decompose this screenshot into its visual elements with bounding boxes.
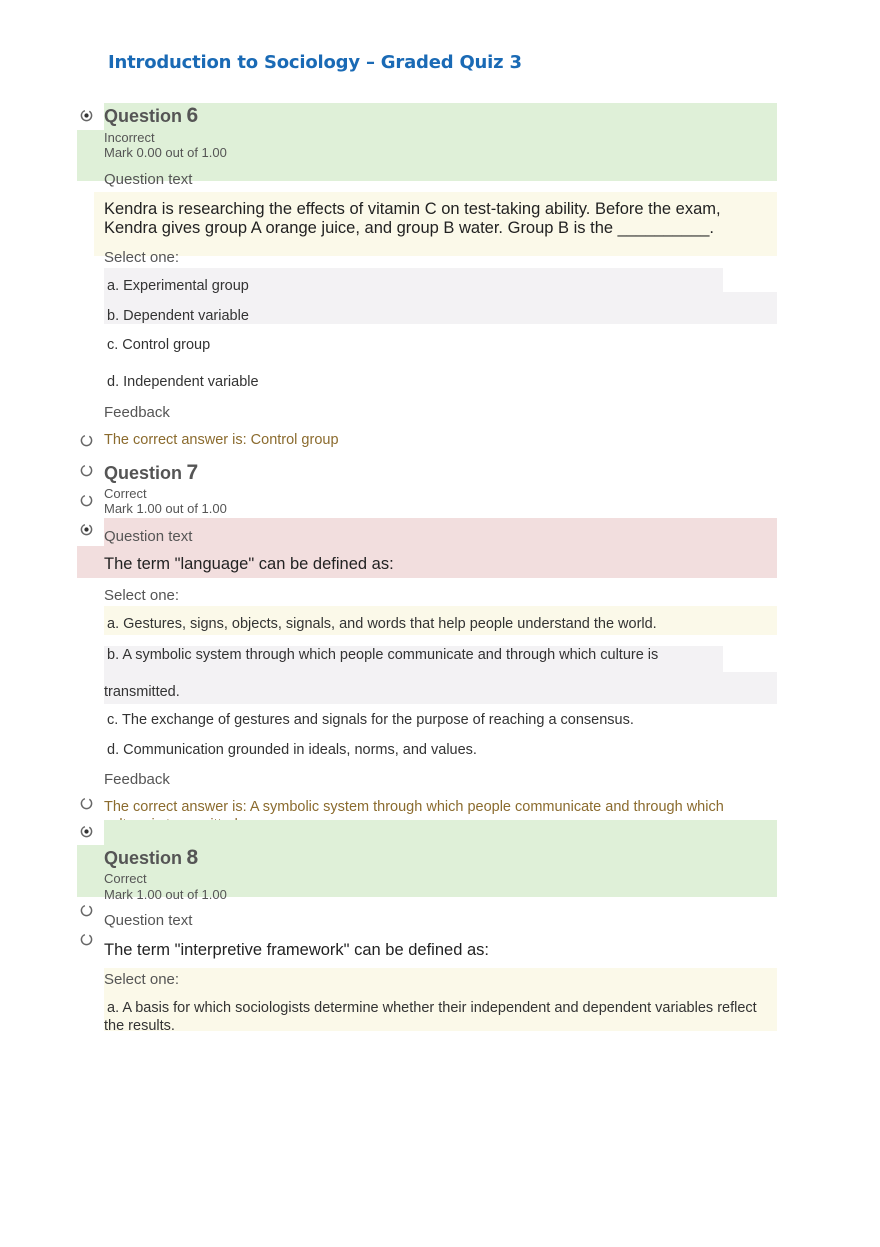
question-6-mark: Mark 0.00 out of 1.00 bbox=[104, 145, 227, 160]
radio-icon[interactable] bbox=[80, 464, 93, 477]
question-7-feedback: The correct answer is: A symbolic system through which people communicate and through which bbox=[104, 799, 724, 815]
radio-icon[interactable] bbox=[80, 434, 93, 447]
question-6-text: Kendra is researching the effects of vitamin C on test-taking ability. Before the exam, Kendra gives group A orange juice, and group B water. Group B is the __________. bbox=[104, 200, 721, 237]
question-6-text-label: Question text bbox=[104, 171, 193, 188]
question-7-option-d[interactable]: d. Communication grounded in ideals, norms, and values. bbox=[107, 742, 477, 758]
question-6-option-c[interactable]: c. Control group bbox=[107, 337, 211, 353]
question-7-select-one: Select one: bbox=[104, 587, 180, 604]
question-6-option-b[interactable]: b. Dependent variable bbox=[107, 308, 249, 324]
question-6-select-one: Select one: bbox=[104, 249, 180, 266]
radio-icon[interactable] bbox=[80, 933, 93, 946]
question-8-heading: Question 8 bbox=[104, 846, 199, 869]
question-6-feedback-label: Feedback bbox=[104, 404, 170, 421]
question-8-header-bg bbox=[104, 820, 777, 845]
radio-icon[interactable] bbox=[80, 904, 93, 917]
question-8-status: Correct bbox=[104, 871, 147, 886]
question-7-option-c[interactable]: c. The exchange of gestures and signals for the purpose of reaching a consensus. bbox=[107, 712, 634, 728]
question-8-select-one: Select one: bbox=[104, 971, 180, 988]
question-6-option-d[interactable]: d. Independent variable bbox=[107, 374, 259, 390]
question-8-mark: Mark 1.00 out of 1.00 bbox=[104, 887, 227, 902]
question-7-status: Correct bbox=[104, 486, 147, 501]
question-7-option-b[interactable]: b. A symbolic system through which people communicate and through which culture is bbox=[107, 647, 659, 663]
question-7-text-box-top bbox=[104, 518, 777, 546]
question-7-feedback-label: Feedback bbox=[104, 771, 170, 788]
question-7-option-b-cont[interactable]: transmitted. bbox=[104, 684, 180, 700]
question-6-feedback: The correct answer is: Control group bbox=[104, 432, 339, 448]
question-7-text-label: Question text bbox=[104, 528, 193, 545]
radio-selected-icon[interactable] bbox=[80, 825, 93, 838]
page-title: Introduction to Sociology – Graded Quiz 3 bbox=[108, 52, 522, 73]
radio-icon[interactable] bbox=[80, 797, 93, 810]
question-8-option-a[interactable]: a. A basis for which sociologists determine whether their independent and dependent variables reflect the results. bbox=[104, 1000, 757, 1034]
radio-selected-icon[interactable] bbox=[80, 109, 93, 122]
question-7-mark: Mark 1.00 out of 1.00 bbox=[104, 501, 227, 516]
radio-selected-icon[interactable] bbox=[80, 523, 93, 536]
question-6-header-bg bbox=[104, 103, 777, 130]
question-6-status: Incorrect bbox=[104, 130, 155, 145]
question-8-text-label: Question text bbox=[104, 912, 193, 929]
question-7-heading: Question 7 bbox=[104, 461, 199, 484]
radio-icon[interactable] bbox=[80, 494, 93, 507]
question-6-option-a[interactable]: a. Experimental group bbox=[107, 278, 249, 294]
question-7-option-a[interactable]: a. Gestures, signs, objects, signals, and words that help people understand the world. bbox=[107, 616, 657, 632]
question-7-option-b-bg-2 bbox=[104, 672, 777, 704]
question-7-text: The term "language" can be defined as: bbox=[104, 555, 394, 573]
question-6-heading: Question 6 bbox=[104, 104, 199, 127]
question-8-text: The term "interpretive framework" can be defined as: bbox=[104, 941, 489, 959]
